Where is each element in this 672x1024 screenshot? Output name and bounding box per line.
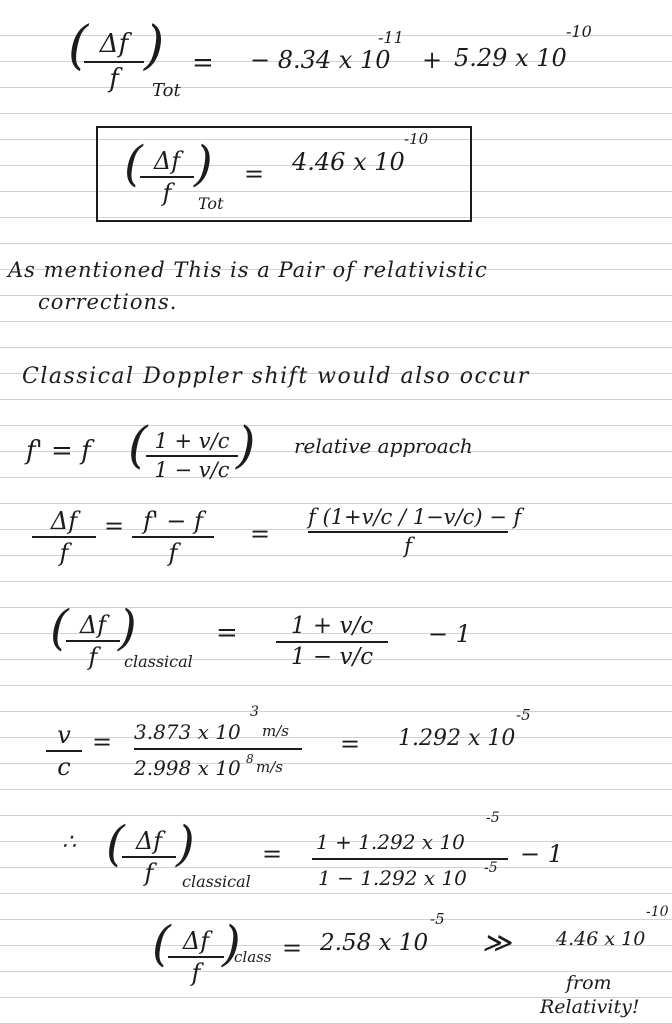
subscript-tot: Tot — [152, 80, 181, 101]
frac-numerator: Δf — [153, 147, 181, 175]
frac-denominator: f — [144, 859, 154, 888]
relativistic-exponent: -10 — [646, 904, 669, 920]
therefore-symbol: ∴ — [62, 830, 76, 855]
frac-denominator: 1 − v/c — [154, 458, 230, 483]
delta-f-over-f — [32, 508, 96, 567]
speed-of-light-unit: m/s — [256, 758, 283, 776]
relativistic-value: 4.46 x 10 — [556, 928, 646, 950]
frac-numerator: Δf — [182, 927, 210, 955]
equals-sign: = — [104, 512, 125, 540]
close-paren: ) — [236, 416, 256, 474]
ratio-result: 1.292 x 10 — [398, 726, 516, 751]
classical-ratio — [276, 614, 388, 671]
delta-f-over-f — [66, 612, 120, 671]
plus-sign: + — [422, 46, 443, 74]
numerator-exponent: -5 — [486, 810, 500, 826]
frac-denominator: f — [109, 63, 119, 94]
frac-bar — [122, 856, 176, 858]
subscript-class: class — [234, 948, 272, 966]
equals-sign: = — [282, 934, 303, 962]
frac-numerator: v — [57, 721, 71, 749]
open-paren: ( — [152, 916, 171, 972]
open-paren: ( — [128, 416, 148, 474]
frac-denominator: f — [88, 643, 98, 672]
paragraph-relativistic-line1: As mentioned This is a Pair of relativistic — [8, 258, 488, 282]
delta-f-over-f — [84, 30, 144, 93]
equals-sign: = — [216, 618, 238, 648]
from-note: from — [566, 972, 612, 994]
delta-f-over-f — [168, 928, 224, 987]
frac-bar — [140, 176, 194, 178]
relativity-note: Relativity! — [540, 996, 640, 1018]
frac-denominator: f — [168, 539, 178, 568]
doppler-fraction — [146, 430, 238, 482]
term1-exponent: -11 — [378, 28, 404, 47]
relative-approach-note: relative approach — [294, 434, 473, 458]
frac-denominator: f — [162, 179, 172, 208]
frac-denominator: f — [404, 534, 412, 559]
minus-one: − 1 — [428, 620, 472, 648]
speed-of-light-exponent: 8 — [246, 752, 254, 766]
frac-bar — [132, 536, 214, 538]
much-greater-than: ≫ — [482, 926, 512, 959]
f-prime-equals-f: f' = f — [26, 436, 91, 466]
velocity-unit: m/s — [262, 722, 289, 740]
close-paren: ) — [118, 600, 137, 656]
close-paren: ) — [194, 136, 213, 192]
frac-bar — [134, 748, 302, 750]
frac-numerator: Δf — [79, 611, 107, 639]
v-over-c — [46, 722, 82, 781]
equals-sign: = — [244, 160, 265, 188]
frac-denominator: 1 − v/c — [290, 644, 374, 671]
frac-numerator: Δf — [99, 29, 129, 59]
subscript-classical: classical — [182, 872, 251, 891]
equals-sign: = — [262, 840, 283, 868]
f-prime-minus-f-over-f — [132, 508, 214, 567]
frac-bar — [66, 640, 120, 642]
expanded-fraction — [308, 505, 522, 559]
equals-sign: = — [192, 48, 214, 78]
frac-numerator: f' − f — [143, 507, 203, 535]
frac-bar — [308, 531, 508, 533]
close-paren: ) — [222, 916, 241, 972]
paragraph-classical-doppler: Classical Doppler shift would also occur — [22, 364, 530, 389]
frac-bar — [312, 858, 508, 860]
open-paren: ( — [124, 136, 143, 192]
frac-bar — [146, 455, 238, 457]
term2-exponent: -10 — [566, 22, 592, 41]
substituted-numerator: 1 + 1.292 x 10 — [316, 830, 465, 854]
delta-f-over-f — [122, 828, 176, 887]
frac-denominator: f — [191, 959, 201, 988]
frac-denominator: f — [59, 539, 69, 568]
open-paren: ( — [68, 16, 89, 76]
ratio-result-exponent: -5 — [516, 706, 531, 724]
equals-sign-2: = — [250, 520, 271, 548]
close-paren: ) — [144, 16, 165, 76]
velocity-value: 3.873 x 10 — [134, 720, 241, 744]
classical-result-value: 2.58 x 10 — [320, 930, 429, 956]
subscript-classical: classical — [124, 652, 193, 671]
frac-bar — [84, 61, 144, 63]
frac-bar — [276, 641, 388, 643]
boxed-value: 4.46 x 10 — [292, 148, 405, 176]
term1: − 8.34 x 10 — [250, 46, 391, 74]
frac-numerator: f (1+v/c / 1−v/c) − f — [308, 505, 522, 529]
term2: 5.29 x 10 — [454, 44, 567, 72]
equals-sign-2: = — [340, 730, 361, 758]
substituted-denominator: 1 − 1.292 x 10 — [318, 866, 467, 890]
frac-numerator: 1 + v/c — [290, 613, 374, 639]
close-paren: ) — [176, 816, 195, 872]
classical-result-exponent: -5 — [430, 910, 445, 928]
frac-numerator: Δf — [135, 827, 163, 855]
frac-numerator: 1 + v/c — [154, 429, 230, 453]
speed-of-light-value: 2.998 x 10 — [134, 756, 241, 780]
frac-numerator: Δf — [50, 507, 78, 535]
frac-denominator: c — [57, 753, 71, 782]
equals-sign: = — [92, 728, 113, 756]
open-paren: ( — [106, 816, 125, 872]
frac-bar — [168, 956, 224, 958]
velocity-exponent: 3 — [250, 704, 259, 720]
open-paren: ( — [50, 600, 69, 656]
delta-f-over-f — [140, 148, 194, 207]
boxed-exponent: -10 — [404, 130, 429, 148]
subscript-tot: Tot — [198, 194, 224, 213]
minus-one: − 1 — [520, 840, 564, 868]
frac-bar — [32, 536, 96, 538]
frac-bar — [46, 750, 82, 752]
paragraph-relativistic-line2: corrections. — [38, 290, 178, 314]
denominator-exponent: -5 — [484, 860, 498, 876]
